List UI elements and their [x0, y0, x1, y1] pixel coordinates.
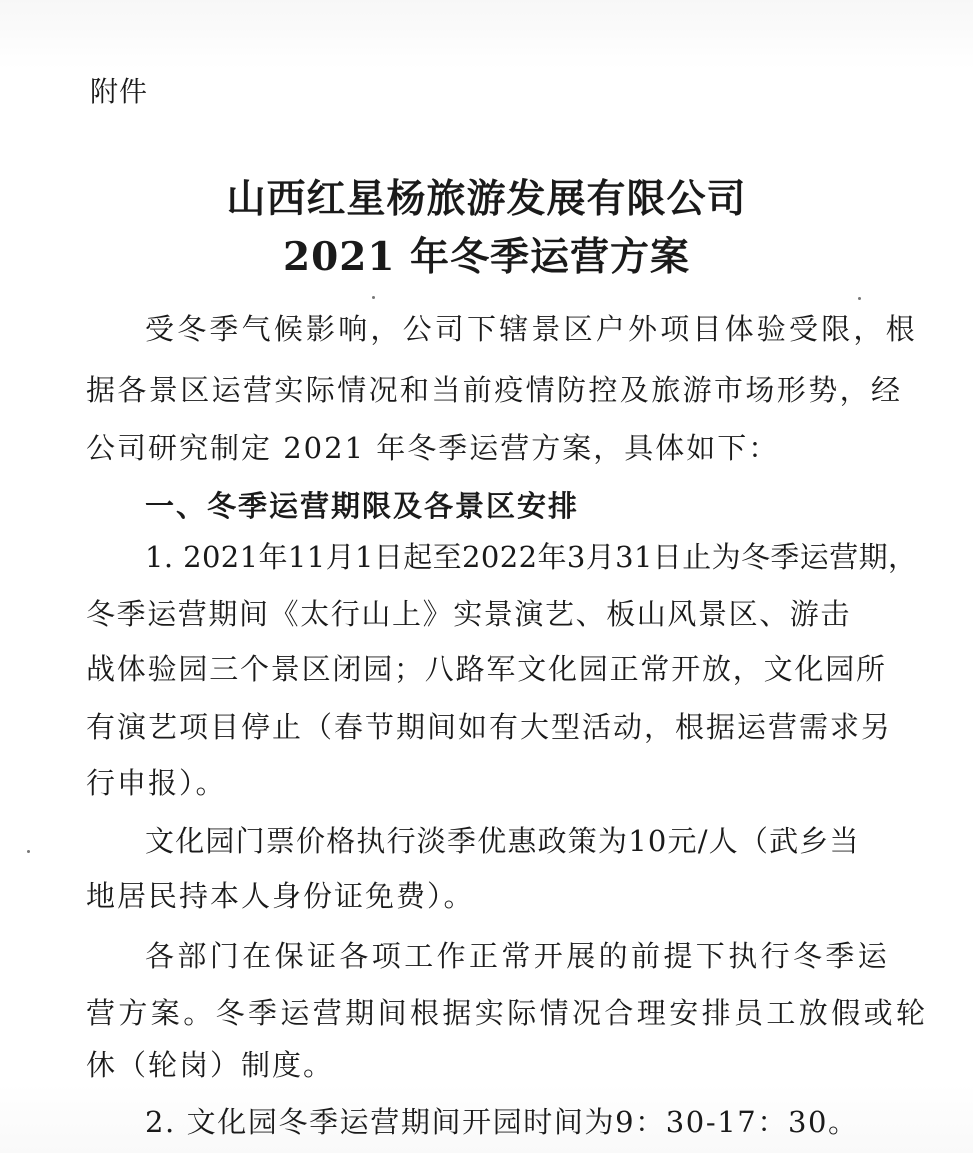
section-heading: 一、冬季运营期限及各景区安排 [145, 489, 580, 523]
paragraph-line: 2. 文化园冬季运营期间开园时间为9：30-17：30。 [145, 1105, 859, 1139]
paragraph-line: 据各景区运营实际情况和当前疫情防控及旅游市场形势，经 [86, 373, 903, 407]
paragraph-line: 文化园门票价格执行淡季优惠政策为10元/人（武乡当 [145, 824, 860, 858]
paragraph-line: 战体验园三个景区闭园；八路军文化园正常开放，文化园所 [86, 652, 887, 686]
document-title-company: 山西红星杨旅游发展有限公司 [226, 176, 747, 222]
paragraph-line: 受冬季气候影响，公司下辖景区户外项目体验受限，根 [145, 312, 918, 346]
paragraph-line: 冬季运营期间《太行山上》实景演艺、板山风景区、游击 [86, 597, 852, 631]
paragraph-line: 公司研究制定 2021 年冬季运营方案，具体如下： [86, 431, 780, 465]
paragraph-line: 地居民持本人身份证免费）。 [86, 879, 475, 913]
scan-speck [858, 297, 861, 300]
scan-speck [372, 296, 375, 299]
paragraph-line: 休（轮岗）制度。 [86, 1048, 335, 1082]
paragraph-line: 行申报）。 [86, 766, 227, 800]
document-title-plan: 2021 年冬季运营方案 [282, 234, 691, 280]
paragraph-line: 1. 2021年11月1日起至2022年3月31日止为冬季运营期， [145, 540, 918, 574]
paragraph-line: 有演艺项目停止（春节期间如有大型活动，根据运营需求另 [86, 710, 893, 744]
paragraph-line: 各部门在保证各项工作正常开展的前提下执行冬季运 [145, 939, 891, 973]
scan-speck [27, 850, 30, 853]
attachment-label: 附件 [90, 75, 149, 108]
paragraph-line: 营方案。冬季运营期间根据实际情况合理安排员工放假或轮 [86, 996, 929, 1030]
